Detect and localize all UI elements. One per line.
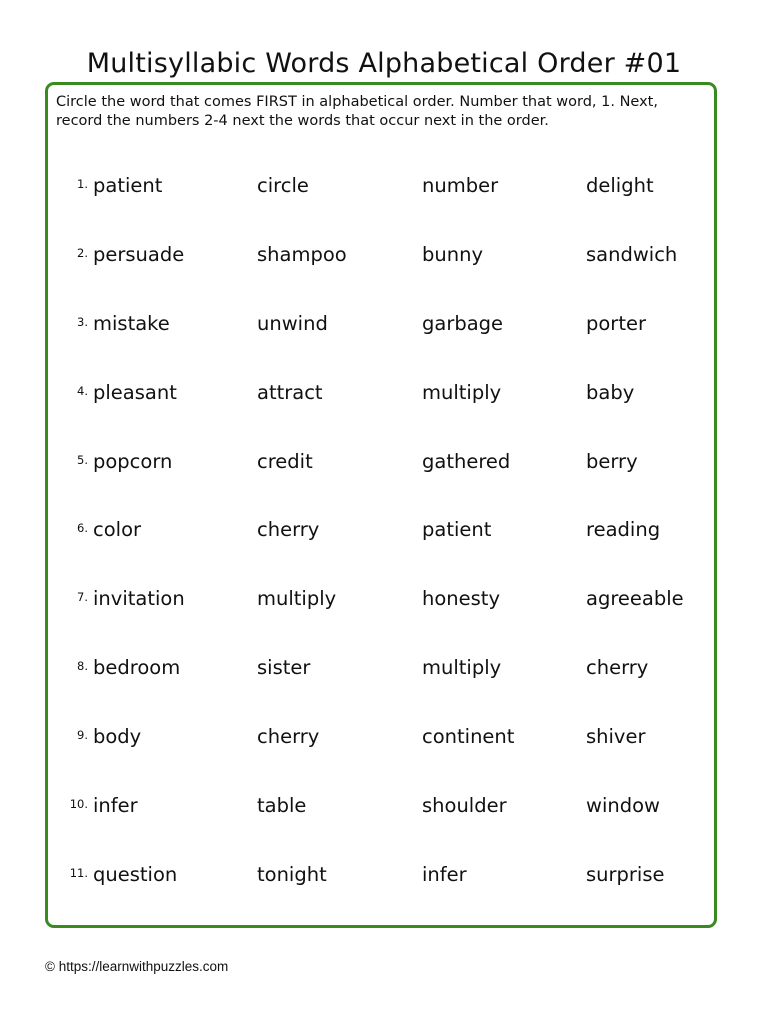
word-row xyxy=(48,447,720,516)
word-option[interactable]: surprise xyxy=(586,862,665,886)
word-option[interactable]: multiply xyxy=(422,656,502,680)
word-row xyxy=(48,378,720,447)
word-option[interactable]: continent xyxy=(422,725,515,749)
word-option[interactable]: shoulder xyxy=(422,794,507,818)
word-option[interactable]: mistake xyxy=(93,311,170,335)
word-row xyxy=(48,309,720,378)
row-number: 8. xyxy=(77,659,88,674)
word-option[interactable]: infer xyxy=(422,862,467,886)
word-option[interactable]: reading xyxy=(586,518,661,542)
row-number: 11. xyxy=(69,865,88,880)
word-option[interactable]: cherry xyxy=(257,518,320,542)
word-option[interactable]: patient xyxy=(93,174,163,197)
word-option[interactable]: delight xyxy=(586,174,654,197)
worksheet-box xyxy=(45,82,717,928)
row-number: 5. xyxy=(77,452,88,467)
word-option[interactable]: cherry xyxy=(586,656,649,680)
word-option[interactable]: shampoo xyxy=(257,242,347,266)
word-option[interactable]: porter xyxy=(586,311,646,335)
word-option[interactable]: baby xyxy=(586,380,635,404)
word-row xyxy=(48,584,720,653)
word-option[interactable]: circle xyxy=(257,174,309,197)
row-number: 4. xyxy=(77,383,88,398)
row-number: 1. xyxy=(77,177,88,191)
word-option[interactable]: popcorn xyxy=(93,449,173,473)
word-option[interactable]: invitation xyxy=(93,587,185,611)
row-number: 6. xyxy=(77,521,88,536)
word-option[interactable]: shiver xyxy=(586,725,646,749)
word-option[interactable]: multiply xyxy=(257,587,337,611)
word-row xyxy=(48,171,720,240)
word-row xyxy=(48,240,720,309)
word-option[interactable]: color xyxy=(93,518,142,542)
word-row xyxy=(48,860,720,929)
row-number: 3. xyxy=(77,314,88,329)
word-option[interactable]: honesty xyxy=(422,587,500,611)
word-option[interactable]: berry xyxy=(586,449,638,473)
word-row xyxy=(48,515,720,584)
word-option[interactable]: bunny xyxy=(422,242,483,266)
word-option[interactable]: garbage xyxy=(422,311,504,335)
word-option[interactable]: gathered xyxy=(422,449,511,473)
word-option[interactable]: number xyxy=(422,174,499,197)
row-number: 7. xyxy=(77,590,88,605)
word-option[interactable]: tonight xyxy=(257,862,327,886)
word-option[interactable]: agreeable xyxy=(586,587,684,611)
word-row xyxy=(48,722,720,791)
page-title: Multisyllabic Words Alphabetical Order #01 xyxy=(86,48,682,79)
copyright-credit: © https://learnwithpuzzles.com xyxy=(45,959,229,974)
word-option[interactable]: table xyxy=(257,794,307,818)
row-number: 2. xyxy=(77,245,88,260)
word-option[interactable]: unwind xyxy=(257,311,328,335)
word-option[interactable]: attract xyxy=(257,380,323,404)
word-option[interactable]: credit xyxy=(257,449,313,473)
word-grid xyxy=(48,171,720,929)
row-number: 9. xyxy=(77,728,88,743)
word-option[interactable]: pleasant xyxy=(93,380,177,404)
word-option[interactable]: bedroom xyxy=(93,656,181,680)
word-option[interactable]: body xyxy=(93,725,142,749)
word-option[interactable]: persuade xyxy=(93,242,185,266)
word-option[interactable]: window xyxy=(586,794,660,818)
word-option[interactable]: patient xyxy=(422,518,492,542)
word-option[interactable]: multiply xyxy=(422,380,502,404)
row-number: 10. xyxy=(69,797,88,812)
word-option[interactable]: cherry xyxy=(257,725,320,749)
word-row xyxy=(48,791,720,860)
word-option[interactable]: sister xyxy=(257,656,311,680)
word-option[interactable]: question xyxy=(93,862,178,886)
word-row xyxy=(48,653,720,722)
word-option[interactable]: infer xyxy=(93,794,138,818)
instructions-text: Circle the word that comes FIRST in alphabetical order. Number that word, 1. Next, record the numbers 2-4 next the words that occur next in the order. xyxy=(56,94,658,129)
word-option[interactable]: sandwich xyxy=(586,242,678,266)
